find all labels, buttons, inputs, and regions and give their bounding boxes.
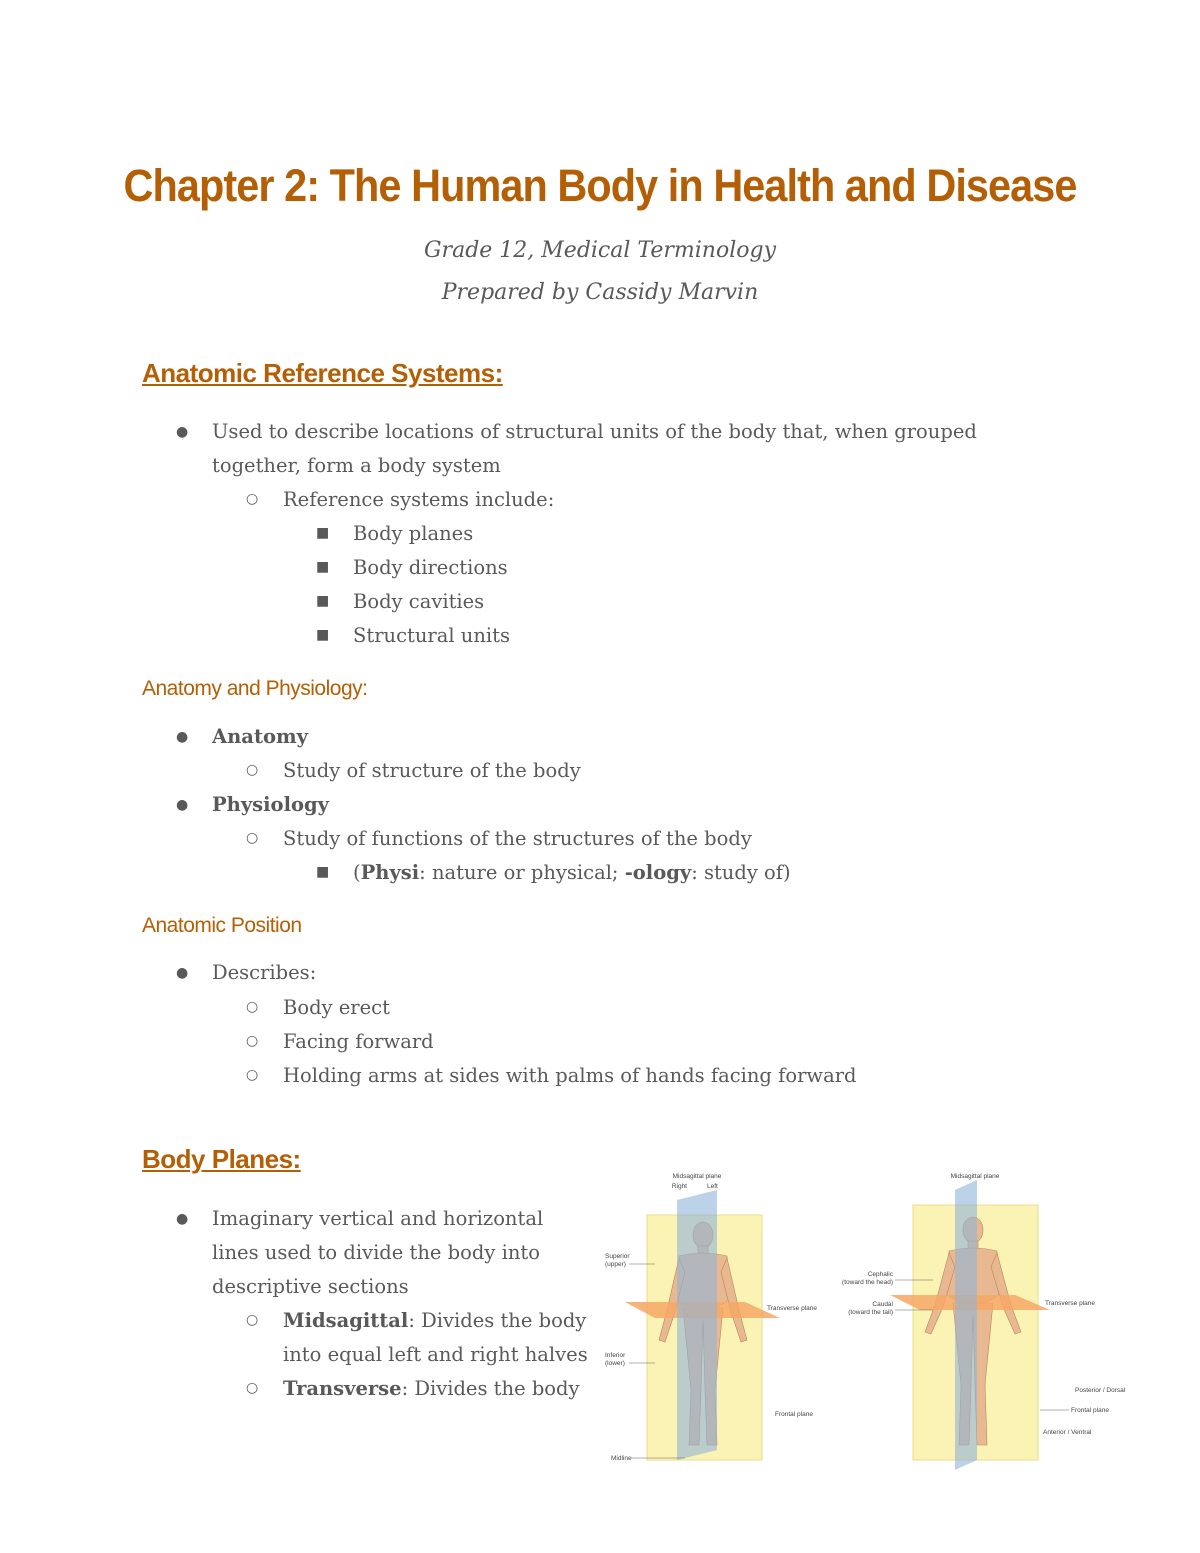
bullet-circle: ○ (246, 491, 259, 507)
bullet-square: ■ (316, 864, 330, 880)
subtitle-author: Prepared by Cassidy Marvin (441, 280, 759, 305)
bullet-dot: ● (176, 797, 189, 813)
term-midsagittal: Midsagittal (283, 1309, 409, 1332)
text-span: ( (353, 861, 361, 884)
label-midline: Midline (611, 1455, 632, 1462)
label-caudal-sub: (toward the tail) (848, 1309, 893, 1316)
label-superior-sub: (upper) (605, 1261, 626, 1268)
page-title: Chapter 2: The Human Body in Health and Disease (123, 160, 1077, 211)
label-midsagittal: Midsagittal plane (672, 1173, 722, 1180)
bullet-circle: ○ (246, 1312, 259, 1328)
left-diagram (605, 1173, 817, 1462)
label-frontal: Frontal plane (1071, 1407, 1109, 1414)
term-ology: -ology (624, 861, 692, 884)
text-line: Describes: (212, 961, 317, 984)
label-cephalic: Cephalic (867, 1271, 893, 1278)
heading-anatomic-position: Anatomic Position (142, 914, 302, 937)
bullet-square: ■ (316, 559, 330, 575)
text-line (353, 856, 791, 890)
bullet-dot: ● (176, 965, 189, 981)
label-caudal: Caudal (872, 1301, 893, 1308)
term-physiology: Physiology (212, 793, 329, 816)
bullet-dot: ● (176, 424, 189, 440)
text-line (283, 1372, 580, 1406)
bullet-circle: ○ (246, 999, 259, 1015)
list-item: Structural units (353, 624, 510, 647)
text-line: into equal left and right halves (283, 1343, 588, 1366)
label-frontal: Frontal plane (775, 1411, 813, 1418)
text-line: Study of structure of the body (283, 759, 581, 782)
term-transverse: Transverse (283, 1377, 402, 1400)
bullet-circle: ○ (246, 762, 259, 778)
label-left: Left (707, 1183, 718, 1190)
text-span: : Divides the body (401, 1377, 580, 1400)
label-transverse: Transverse plane (1045, 1300, 1095, 1307)
label-inferior: Inferior (605, 1352, 626, 1359)
text-line: together, form a body system (212, 454, 501, 477)
midsagittal-plane (677, 1190, 717, 1460)
label-cephalic-sub: (toward the head) (842, 1279, 893, 1286)
bullet-circle: ○ (246, 1067, 259, 1083)
text-line: Imaginary vertical and horizontal (212, 1207, 544, 1230)
text-line (283, 1304, 586, 1338)
heading-anatomy-physiology: Anatomy and Physiology: (142, 677, 368, 700)
label-right: Right (671, 1183, 687, 1190)
term-anatomy: Anatomy (212, 725, 308, 748)
list-item: Body erect (283, 996, 390, 1019)
bullet-circle: ○ (246, 1380, 259, 1396)
text-span: : study of) (691, 861, 791, 884)
bullet-square: ■ (316, 525, 330, 541)
text-line: Reference systems include: (283, 488, 555, 511)
midsagittal-plane (955, 1180, 977, 1470)
heading-anatomic-reference-systems: Anatomic Reference Systems: (142, 358, 503, 388)
bullet-square: ■ (316, 627, 330, 643)
label-midsagittal: Midsagittal plane (950, 1173, 1000, 1180)
label-inferior-sub: (lower) (605, 1360, 625, 1367)
bullet-circle: ○ (246, 830, 259, 846)
label-superior: Superior (605, 1253, 630, 1260)
text-span: : nature or physical; (419, 861, 625, 884)
text-line: lines used to divide the body into (212, 1241, 540, 1264)
list-item: Body planes (353, 522, 474, 545)
text-line: descriptive sections (212, 1275, 409, 1298)
text-line (212, 788, 329, 822)
bullet-circle: ○ (246, 1033, 259, 1049)
list-item: Facing forward (283, 1030, 434, 1053)
term-physi: Physi (360, 861, 420, 884)
bullet-square: ■ (316, 593, 330, 609)
bullet-dot: ● (176, 729, 189, 745)
list-item: Holding arms at sides with palms of hands facing forward (283, 1064, 857, 1087)
text-line: Used to describe locations of structural units of the body that, when grouped (212, 420, 977, 443)
bullet-dot: ● (176, 1211, 189, 1227)
label-anterior: Anterior / Ventral (1043, 1429, 1092, 1436)
heading-body-planes: Body Planes: (142, 1144, 301, 1174)
list-item: Body cavities (353, 590, 485, 613)
label-posterior: Posterior / Dorsal (1075, 1387, 1126, 1394)
right-diagram (842, 1173, 1126, 1470)
list-item: Body directions (353, 556, 508, 579)
label-transverse: Transverse plane (767, 1305, 817, 1312)
subtitle-course: Grade 12, Medical Terminology (423, 238, 777, 263)
text-line: Study of functions of the structures of the body (283, 827, 752, 850)
text-line (212, 720, 308, 754)
body-planes-figure (595, 1160, 1155, 1480)
text-span: : Divides the body (408, 1309, 587, 1332)
